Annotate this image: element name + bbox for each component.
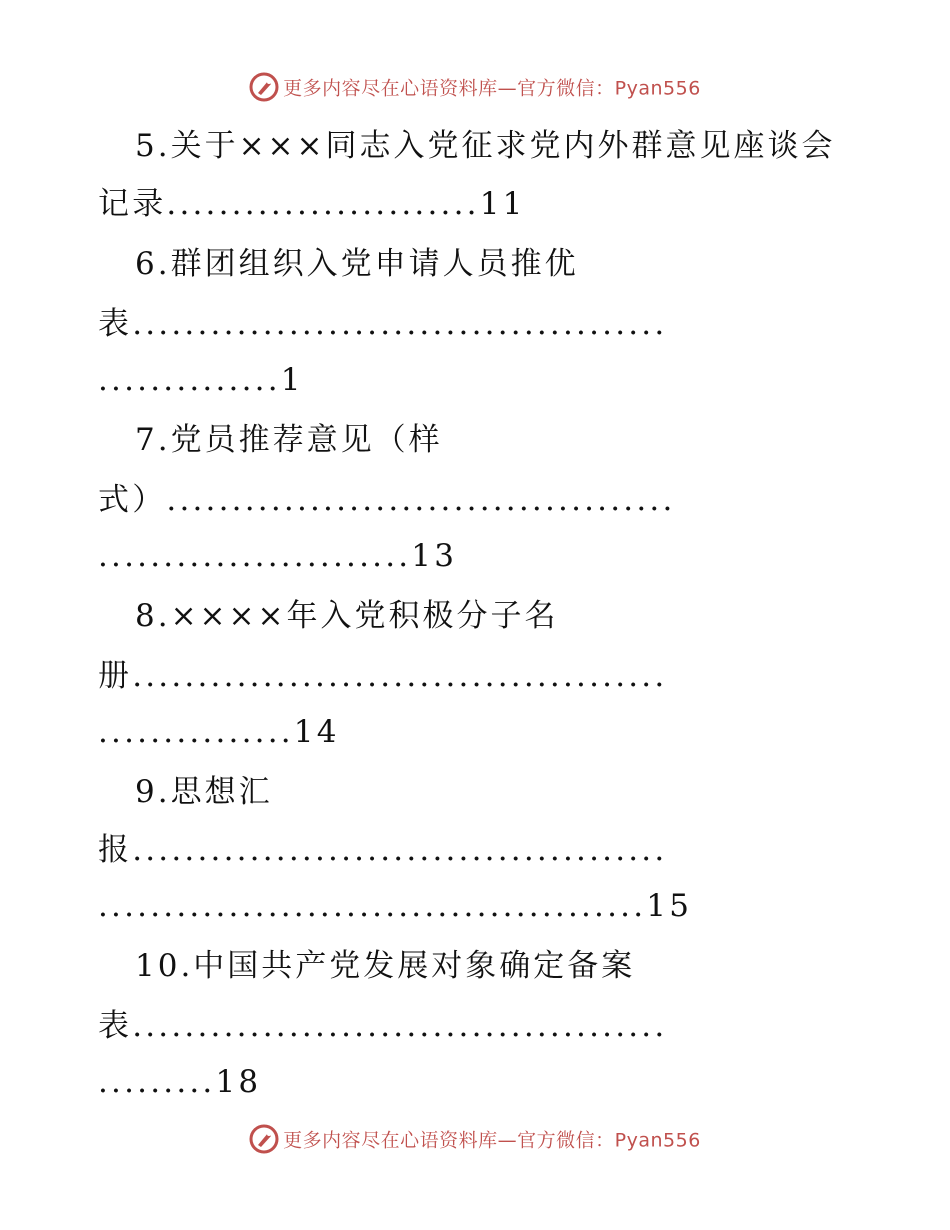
toc-entry-10-page: .........18 [98, 1064, 262, 1100]
toc-entry-7-title: 7.党员推荐意见（样 [135, 422, 443, 458]
toc-entry-8-title: 8.××××年入党积极分子名 [135, 598, 559, 634]
toc-entry-8-page: ...............14 [98, 714, 340, 750]
toc-entry-5-title: 5.关于×××同志入党征求党内外群意见座谈会 [135, 128, 836, 164]
footer-watermark [0, 1124, 950, 1154]
toc-entry-7-page: ........................13 [98, 538, 458, 574]
toc-entry-6-leader: 表......................................... [98, 306, 668, 342]
toc-entry-10-title: 10.中国共产党发展对象确定备案 [135, 948, 636, 984]
pen-nib-logo-icon [249, 72, 279, 102]
toc-entry-10-leader: 表......................................... [98, 1008, 668, 1044]
toc-entry-7-leader: 式）....................................... [98, 482, 676, 518]
watermark-text: 更多内容尽在心语资料库—官方微信：Pyan556 [283, 1129, 701, 1152]
toc-entry-9-title: 9.思想汇 [135, 774, 273, 810]
toc-entry-6-title: 6.群团组织入党申请人员推优 [135, 246, 579, 282]
toc-entry-9-page: ..........................................15 [98, 888, 693, 924]
toc-entry-9-leader: 报......................................... [98, 832, 668, 868]
toc-entry-8-leader: 册......................................... [98, 658, 668, 694]
watermark-text: 更多内容尽在心语资料库—官方微信：Pyan556 [283, 77, 701, 100]
header-watermark [0, 72, 950, 102]
toc-entry-6-page: ..............1 [98, 362, 304, 398]
toc-entry-5-leader: 记录........................11 [98, 186, 526, 222]
pen-nib-logo-icon [249, 1124, 279, 1154]
